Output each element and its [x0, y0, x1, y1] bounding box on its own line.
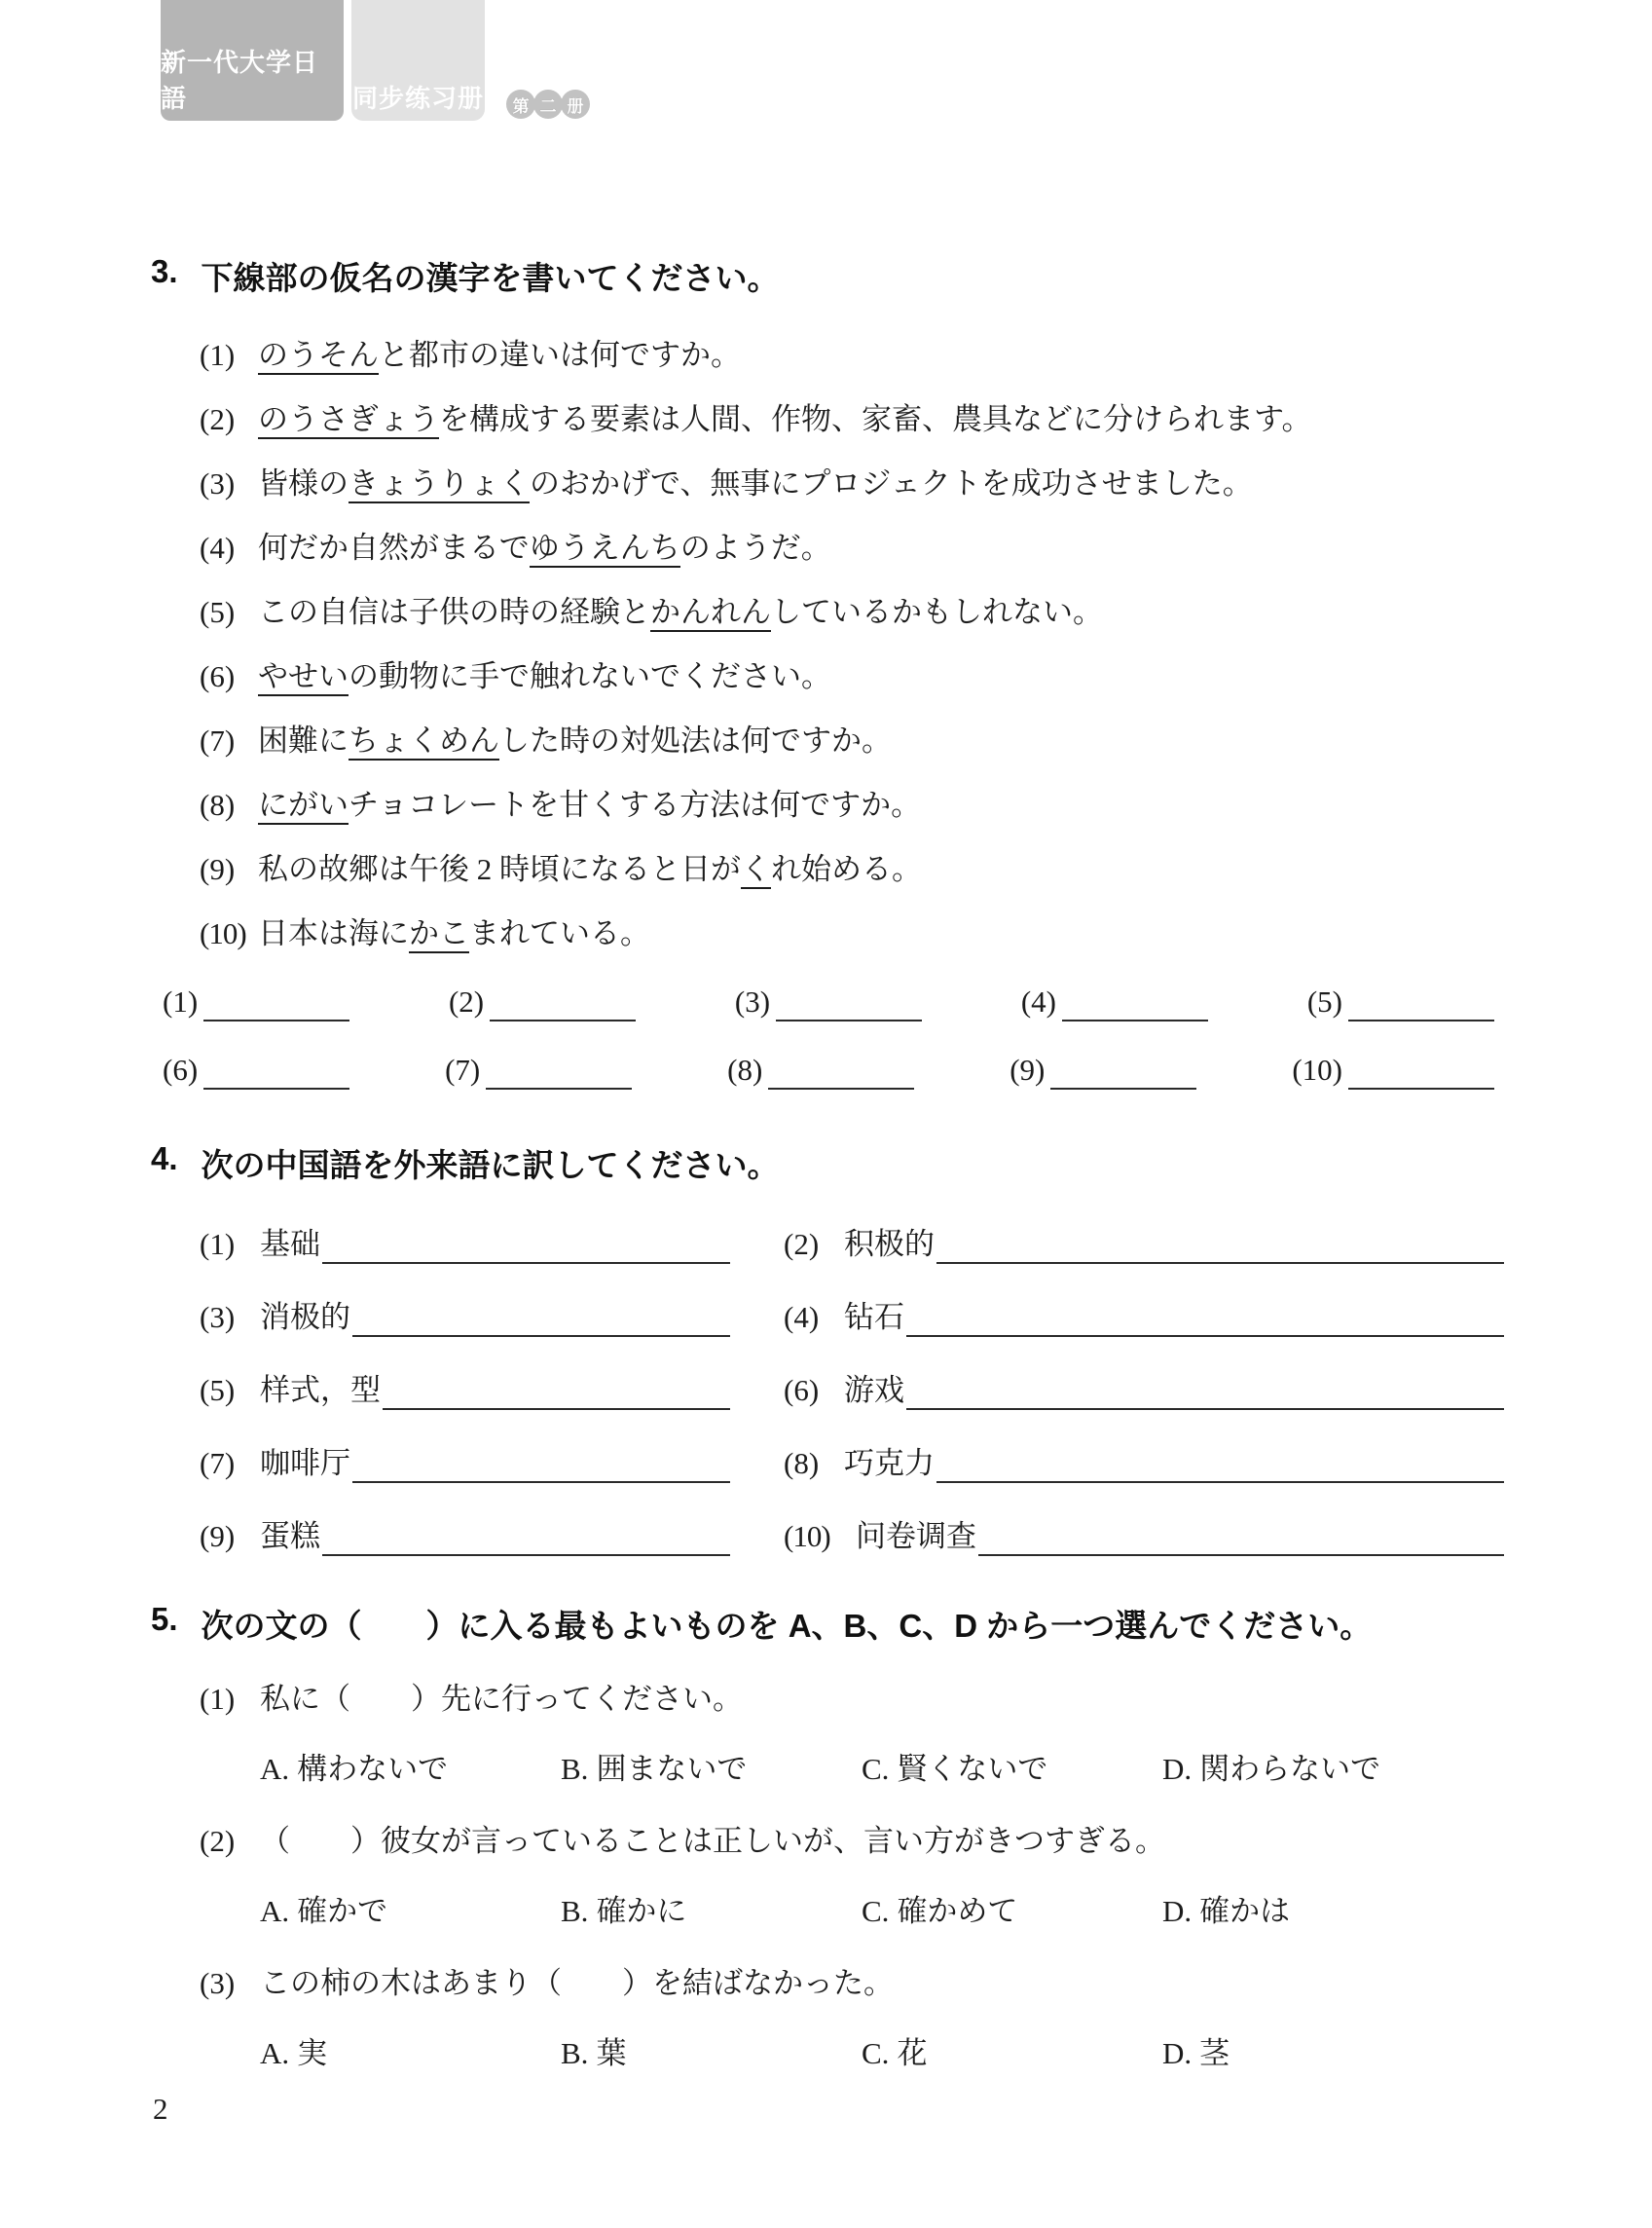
blank-line	[1348, 1055, 1494, 1090]
item-number: (5)	[200, 595, 236, 629]
blank-line	[768, 1055, 914, 1090]
item-number: (4)	[200, 531, 236, 565]
section-4-title	[151, 1140, 1504, 1186]
blank-line	[1348, 986, 1494, 1021]
item-number: (10)	[200, 916, 246, 950]
s3-item	[200, 850, 1504, 889]
option-d: D. 関わらないで	[1162, 1752, 1381, 1786]
options-row	[260, 1750, 1504, 1789]
series-title: 新一代大学日語	[161, 48, 319, 113]
blank-line	[978, 1521, 1504, 1556]
s3-item	[200, 914, 1504, 953]
option-b: B. 囲まないで	[561, 1752, 748, 1786]
options-row	[260, 2034, 1504, 2073]
answer-blank: (7)	[445, 1051, 632, 1090]
s3-item	[200, 657, 1504, 696]
section-4-items	[200, 1225, 1504, 1556]
page-number: 2	[153, 2092, 168, 2126]
underlined-kana: く	[741, 852, 771, 889]
option-d: D. 茎	[1162, 2036, 1230, 2070]
s5-question	[200, 1680, 1504, 1789]
item-text: この自信は子供の時の経験とかんれんしているかもしれない。	[258, 593, 1103, 632]
question-number: (3)	[200, 1966, 236, 2000]
s3-item	[200, 464, 1504, 503]
option-c: C. 花	[862, 2036, 928, 2070]
s4-item: (10) 问卷调查	[784, 1517, 1504, 1556]
item-text: 私の故郷は午後 2 時頃になると日がくれ始める。	[258, 850, 922, 889]
underlined-kana: ちょくめん	[349, 724, 499, 761]
option-a: A. 実	[260, 2036, 328, 2070]
s3-item	[200, 786, 1504, 825]
option-c: C. 確かめて	[862, 1894, 1018, 1928]
option-b: B. 確かに	[561, 1894, 687, 1928]
s4-item: (2) 积极的	[784, 1225, 1504, 1264]
blank-line	[936, 1229, 1504, 1264]
s3-item	[200, 593, 1504, 632]
blank-line	[352, 1448, 730, 1483]
s3-item	[200, 400, 1504, 439]
item-text: 何だか自然がまるでゆうえんちのようだ。	[258, 529, 831, 568]
blank-line	[490, 986, 636, 1021]
s4-item: (6) 游戏	[784, 1371, 1504, 1410]
section-5-questions	[200, 1680, 1504, 2073]
blank-line	[936, 1448, 1504, 1483]
underlined-kana: ゆうえんち	[530, 531, 680, 568]
s5-question	[200, 1964, 1504, 2073]
answer-blank: (9)	[1010, 1051, 1196, 1090]
question-text: この柿の木はあまり（ ）を結ばなかった。	[260, 1966, 894, 2000]
s4-item: (9) 蛋糕	[200, 1517, 730, 1556]
item-number: (6)	[200, 659, 236, 693]
item-number: (7)	[200, 724, 236, 758]
answer-blank: (2)	[449, 983, 636, 1021]
blank-line	[776, 986, 922, 1021]
item-number: (8)	[200, 788, 236, 822]
blank-line	[203, 986, 349, 1021]
item-number: (9)	[200, 852, 236, 886]
item-number: (2)	[200, 402, 236, 436]
answer-blank: (3)	[735, 983, 922, 1021]
section-3-title	[151, 253, 1504, 299]
s4-item: (7) 咖啡厅	[200, 1444, 730, 1483]
option-c: C. 賢くないで	[862, 1752, 1048, 1786]
blank-line	[322, 1521, 730, 1556]
option-b: B. 葉	[561, 2036, 627, 2070]
item-text: 困難にちょくめんした時の対処法は何ですか。	[258, 722, 892, 761]
s4-item: (5) 样式，型	[200, 1371, 730, 1410]
section-5-title	[151, 1601, 1504, 1647]
blank-line	[322, 1229, 730, 1264]
item-text: 皆様のきょうりょくのおかげで、無事にプロジェクトを成功させました。	[258, 464, 1253, 503]
answer-blank: (1)	[163, 983, 349, 1021]
answer-blank: (8)	[727, 1051, 914, 1090]
blank-line	[1050, 1055, 1196, 1090]
book-title: 同步练习册	[351, 84, 484, 113]
answer-blanks-row-1	[163, 983, 1494, 1021]
answer-blank: (4)	[1021, 983, 1208, 1021]
s5-question	[200, 1822, 1504, 1931]
section-title-text: 下線部の仮名の漢字を書いてください。	[201, 260, 780, 296]
blank-line	[1062, 986, 1208, 1021]
s4-item: (3) 消极的	[200, 1298, 730, 1337]
s3-item	[200, 529, 1504, 568]
underlined-kana: やせい	[258, 659, 349, 696]
question-text: （ ）彼女が言っていることは正しいが、言い方がきつすぎる。	[260, 1824, 1165, 1858]
question-text: 私に（ ）先に行ってください。	[260, 1682, 743, 1716]
series-title-badge	[161, 0, 344, 121]
section-3-items	[200, 336, 1504, 953]
s4-item: (8) 巧克力	[784, 1444, 1504, 1483]
s4-item: (4) 钻石	[784, 1298, 1504, 1337]
item-text: やせいの動物に手で触れないでください。	[258, 657, 831, 696]
underlined-kana: かこ	[409, 916, 469, 953]
underlined-kana: のうそん	[258, 338, 379, 375]
underlined-kana: きょうりょく	[349, 466, 530, 503]
blank-line	[906, 1375, 1504, 1410]
underlined-kana: のうさぎょう	[258, 402, 439, 439]
answer-blanks-row-2	[163, 1051, 1494, 1090]
section-number: 3.	[151, 253, 178, 289]
item-text: にがいチョコレートを甘くする方法は何ですか。	[258, 786, 921, 825]
s3-item	[200, 336, 1504, 375]
page-content	[151, 115, 1504, 2073]
section-title-text: 次の文の（ ）に入る最もよいものを A、B、C、D から一つ選んでください。	[201, 1608, 1373, 1644]
item-text: のうそんと都市の違いは何ですか。	[258, 336, 741, 375]
blank-line	[486, 1055, 632, 1090]
blank-line	[906, 1302, 1504, 1337]
answer-blank: (5)	[1307, 983, 1494, 1021]
s3-item	[200, 722, 1504, 761]
underlined-kana: かんれん	[650, 595, 771, 632]
item-text: のうさぎょうを構成する要素は人間、作物、家畜、農具などに分けられます。	[258, 400, 1312, 439]
blank-line	[383, 1375, 730, 1410]
volume-char-circle: 二	[533, 90, 563, 119]
answer-blank: (6)	[163, 1051, 349, 1090]
section-number: 5.	[151, 1601, 178, 1637]
book-title-badge	[351, 0, 485, 121]
blank-line	[352, 1302, 730, 1337]
volume-char-circle: 第	[506, 90, 535, 119]
item-number: (3)	[200, 466, 236, 501]
volume-char-circle: 册	[561, 90, 590, 119]
options-row	[260, 1892, 1504, 1931]
blank-line	[203, 1055, 349, 1090]
option-a: A. 確かで	[260, 1894, 388, 1928]
section-number: 4.	[151, 1140, 178, 1176]
page-header	[161, 0, 588, 121]
underlined-kana: にがい	[258, 788, 349, 825]
question-number: (1)	[200, 1682, 236, 1716]
item-text: 日本は海にかこまれている。	[258, 914, 650, 953]
answer-blank: (10)	[1292, 1051, 1494, 1090]
s4-item: (1) 基础	[200, 1225, 730, 1264]
option-a: A. 構わないで	[260, 1752, 449, 1786]
item-number: (1)	[200, 338, 236, 372]
section-title-text: 次の中国語を外来語に訳してください。	[201, 1147, 780, 1183]
question-number: (2)	[200, 1824, 236, 1858]
option-d: D. 確かは	[1162, 1894, 1291, 1928]
